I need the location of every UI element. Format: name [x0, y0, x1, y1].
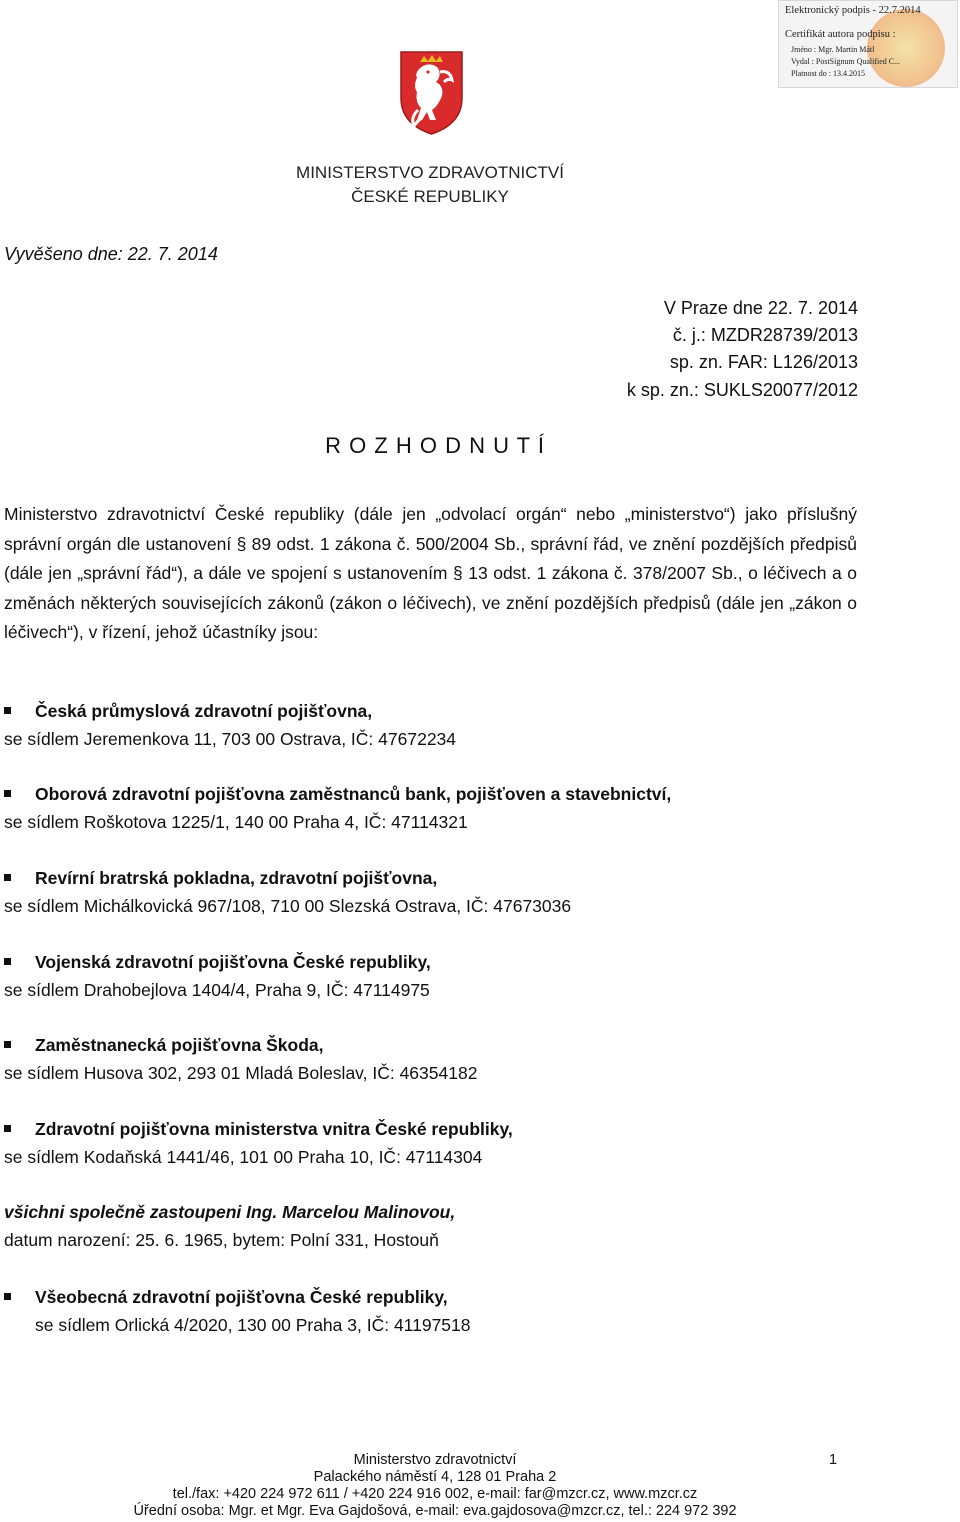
participant-address: se sídlem Husova 302, 293 01 Mladá Boleslav, IČ: 46354182	[4, 1063, 478, 1083]
page-number: 1	[829, 1452, 838, 1468]
participant-name: Zdravotní pojišťovna ministerstva vnitra České republiky,	[4, 1115, 904, 1143]
participant-address: se sídlem Roškotova 1225/1, 140 00 Praha 4, IČ: 47114321	[4, 812, 468, 832]
bullet-icon	[4, 1293, 11, 1300]
signature-line-5: Platnost do : 13.4.2015	[791, 69, 866, 78]
participant-address: se sídlem Kodaňská 1441/46, 101 00 Praha 10, IČ: 47114304	[4, 1147, 483, 1167]
signature-line-1: Elektronický podpis - 22.7.2014	[785, 5, 921, 16]
related-file-number: k sp. zn.: SUKLS20077/2012	[626, 380, 858, 400]
signature-line-3: Jméno : Mgr. Martin Mátl	[791, 45, 875, 54]
participant-entry	[4, 780, 904, 836]
intro-paragraph: Ministerstvo zdravotnictví České republiky (dále jen „odvolací orgán“ nebo „ministerstvo“) jako příslušný správní orgán dle ustanovení § 89 odst. 1 zákona č. 500/2004 Sb., správní řád, ve znění pozdějších předpisů (dále jen „správní řád“), a dále ve spojení s ustanovením § 13 odst. 1 zákona č. 378/2007 Sb., o léčivech a o změnách některých souvisejících zákonů (zákon o léčivech), ve znění pozdějších předpisů (dále jen „zákon o léčivech“), v řízení, jehož účastníky jsou:	[4, 504, 857, 642]
document-title: R O Z H O D N U T Í	[325, 433, 545, 458]
bullet-icon	[4, 790, 11, 797]
participant-address: se sídlem Jeremenkova 11, 703 00 Ostrava, IČ: 47672234	[4, 729, 457, 749]
place-date: V Praze dne 22. 7. 2014	[663, 298, 858, 318]
participant-address: se sídlem Michálkovická 967/108, 710 00 Slezská Ostrava, IČ: 47673036	[4, 896, 572, 916]
participant-address: se sídlem Drahobejlova 1404/4, Praha 9, IČ: 47114975	[4, 980, 430, 1000]
participant-name: Revírní bratrská pokladna, zdravotní pojišťovna,	[4, 864, 904, 892]
representative-details: datum narození: 25. 6. 1965, bytem: Polní 331, Hostouň	[4, 1230, 439, 1250]
participant-entry	[4, 1283, 904, 1339]
footer-contact: tel./fax: +420 224 972 611 / +420 224 916 002, e-mail: far@mzcr.cz, www.mzcr.cz	[172, 1486, 698, 1502]
coat-of-arms-icon	[398, 50, 465, 136]
participant-name: Česká průmyslová zdravotní pojišťovna,	[4, 697, 904, 725]
file-number: sp. zn. FAR: L126/2013	[669, 352, 858, 372]
participant-name: Všeobecná zdravotní pojišťovna České republiky,	[4, 1283, 904, 1311]
bullet-icon	[4, 958, 11, 965]
signature-line-2: Certifikát autora podpisu :	[785, 29, 896, 40]
electronic-signature-box	[778, 0, 958, 88]
participant-entry	[4, 697, 904, 753]
participant-address: se sídlem Orlická 4/2020, 130 00 Praha 3, IČ: 41197518	[35, 1315, 471, 1335]
bullet-icon	[4, 874, 11, 881]
bullet-icon	[4, 1041, 11, 1048]
footer-official: Úřední osoba: Mgr. et Mgr. Eva Gajdošová, e-mail: eva.gajdosova@mzcr.cz, tel.: 224 972 392	[133, 1503, 737, 1519]
participant-entry	[4, 1031, 904, 1087]
participant-entry	[4, 1115, 904, 1171]
participant-entry	[4, 864, 904, 920]
signature-line-4: Vydal : PostSignum Qualified C...	[791, 57, 901, 66]
bullet-icon	[4, 1125, 11, 1132]
representation	[4, 1198, 455, 1254]
participant-name: Zaměstnanecká pojišťovna Škoda,	[4, 1031, 904, 1059]
footer-ministry: Ministerstvo zdravotnictví	[353, 1452, 517, 1468]
ministry-name: MINISTERSTVO ZDRAVOTNICTVÍ	[296, 163, 564, 182]
bullet-icon	[4, 707, 11, 714]
representative-line: všichni společně zastoupeni Ing. Marcelou Malinovou,	[4, 1202, 456, 1222]
ministry-country: ČESKÉ REPUBLIKY	[351, 187, 509, 206]
participant-name: Oborová zdravotní pojišťovna zaměstnanců bank, pojišťoven a stavebnictví,	[4, 780, 904, 808]
signature-seal-icon	[867, 9, 945, 87]
posted-date: Vyvěšeno dne: 22. 7. 2014	[4, 244, 218, 264]
case-number: č. j.: MZDR28739/2013	[672, 325, 858, 345]
participant-name: Vojenská zdravotní pojišťovna České republiky,	[4, 948, 904, 976]
participant-entry	[4, 948, 904, 1004]
footer-address: Palackého náměstí 4, 128 01 Praha 2	[313, 1469, 557, 1485]
